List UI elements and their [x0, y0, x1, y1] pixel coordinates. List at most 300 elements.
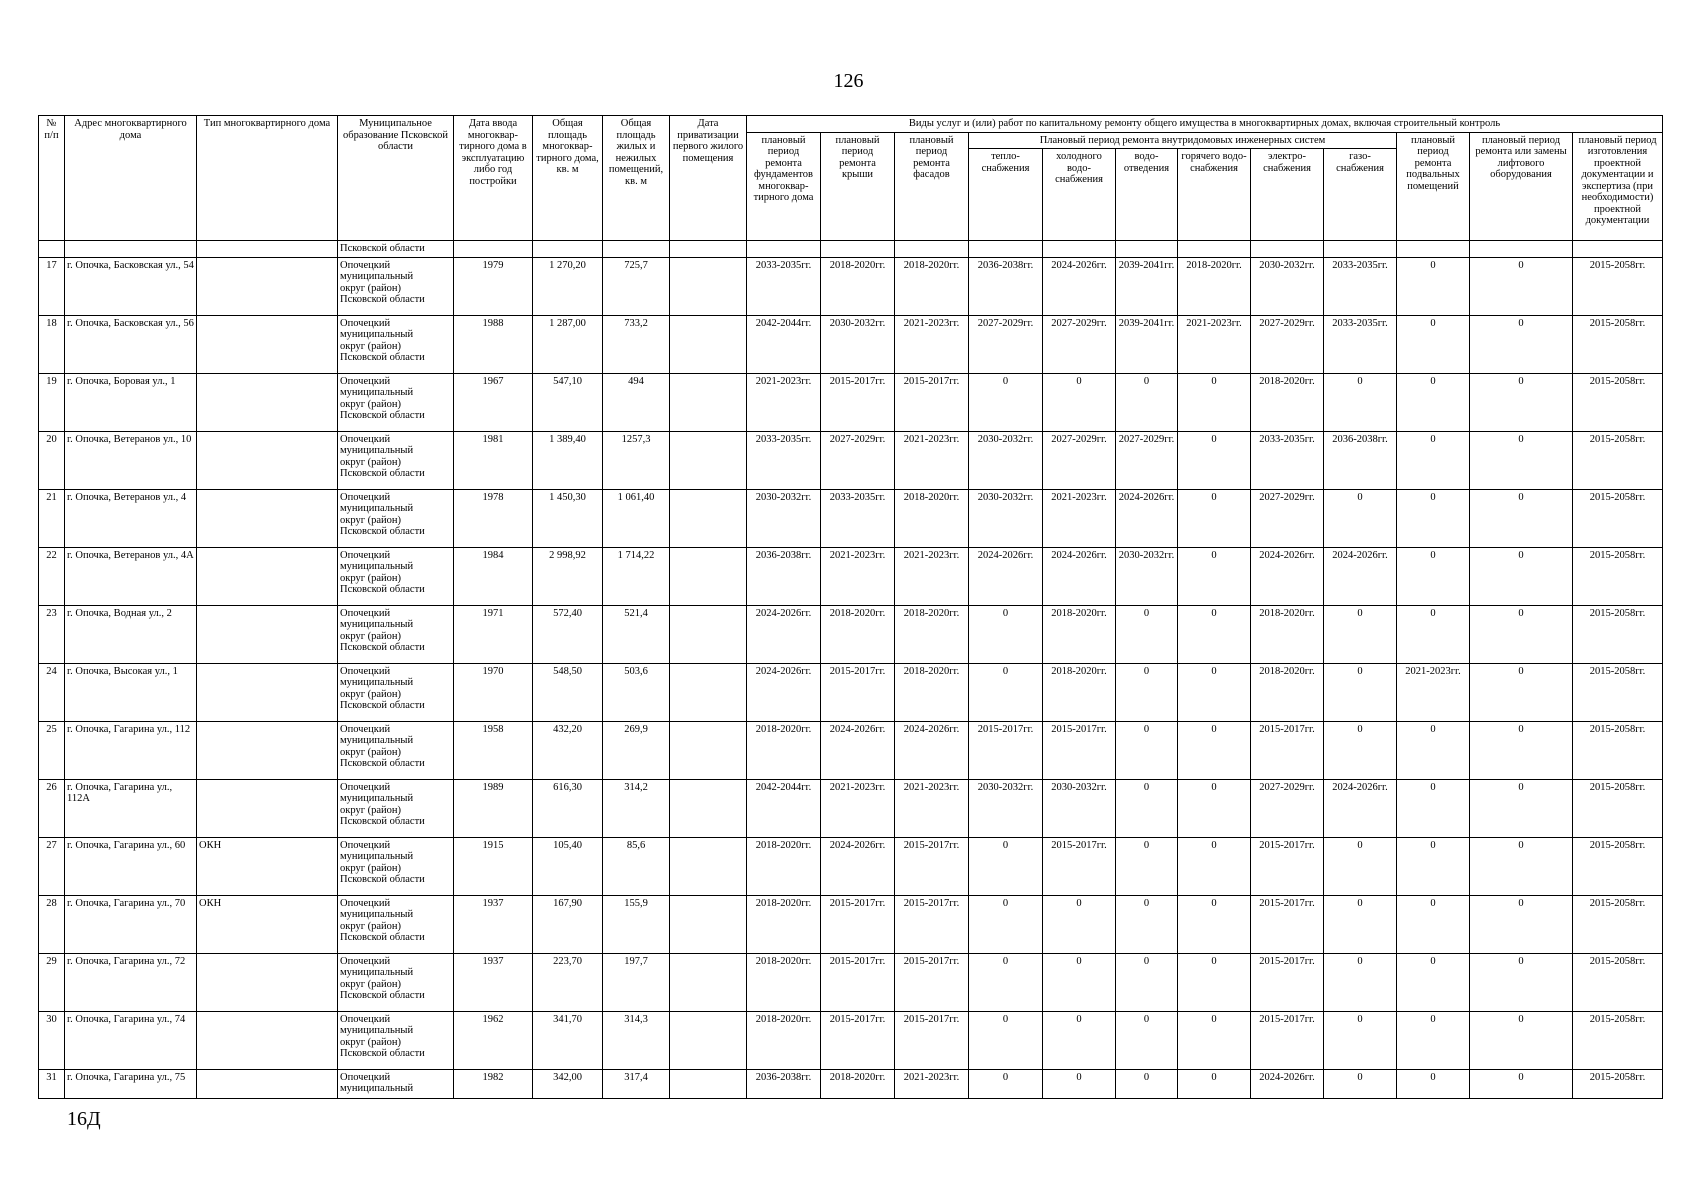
cell-n: 30 — [39, 1011, 65, 1069]
cell-living: 317,4 — [603, 1069, 670, 1098]
cell-elec: 2015-2017гг. — [1251, 837, 1324, 895]
cell-year: 1984 — [454, 547, 533, 605]
cell-total: 342,00 — [533, 1069, 603, 1098]
cell-mo — [338, 953, 454, 1011]
cell-elec: 2027-2029гг. — [1251, 315, 1324, 373]
cell-basement: 0 — [1397, 431, 1470, 489]
cell-lift: 0 — [1470, 721, 1573, 779]
cell-total: 432,20 — [533, 721, 603, 779]
cell-hot: 0 — [1178, 489, 1251, 547]
mo-line: Псковской области — [340, 584, 425, 595]
cell-address: г. Опочка, Басковская ул., 56 — [65, 315, 197, 373]
cell-elec: 2033-2035гг. — [1251, 431, 1324, 489]
cell-heat: 2024-2026гг. — [969, 547, 1043, 605]
cell-mo — [338, 605, 454, 663]
cell-found: 2036-2038гг. — [747, 1069, 821, 1098]
cell-roof: 2021-2023гг. — [821, 547, 895, 605]
cell-lift: 0 — [1470, 1011, 1573, 1069]
cell-lift: 0 — [1470, 779, 1573, 837]
cell-living: 1257,3 — [603, 431, 670, 489]
cell-project: 2015-2058гг. — [1573, 605, 1663, 663]
cell-cold: 2015-2017гг. — [1043, 721, 1116, 779]
cell-lift: 0 — [1470, 431, 1573, 489]
cell-sewer: 0 — [1116, 895, 1178, 953]
cell-found: 2030-2032гг. — [747, 489, 821, 547]
cell-total: 616,30 — [533, 779, 603, 837]
header-heat: тепло-снабжения — [969, 149, 1043, 241]
cell-total: 1 270,20 — [533, 257, 603, 315]
mo-line: округ (район) — [340, 630, 402, 642]
cell-mo — [338, 837, 454, 895]
cell-n: 23 — [39, 605, 65, 663]
cell-found: 2018-2020гг. — [747, 953, 821, 1011]
cell-project: 2015-2058гг. — [1573, 431, 1663, 489]
cell-found: 2018-2020гг. — [747, 837, 821, 895]
cell-privat — [670, 431, 747, 489]
cell-hot: 0 — [1178, 953, 1251, 1011]
cell-heat: 2030-2032гг. — [969, 431, 1043, 489]
cell-privat — [670, 953, 747, 1011]
mo-line: Опочецкий — [340, 955, 391, 967]
cell-mo — [338, 315, 454, 373]
cell-gas: 0 — [1324, 489, 1397, 547]
cell-n: 29 — [39, 953, 65, 1011]
cell-address: г. Опочка, Высокая ул., 1 — [65, 663, 197, 721]
cell-year: 1958 — [454, 721, 533, 779]
mo-line: муниципальный — [340, 909, 414, 920]
cell-heat: 0 — [969, 663, 1043, 721]
cell-elec: 2015-2017гг. — [1251, 721, 1324, 779]
cell-found: 2036-2038гг. — [747, 547, 821, 605]
cell-roof: 2033-2035гг. — [821, 489, 895, 547]
cell-living: 494 — [603, 373, 670, 431]
table-row — [39, 605, 1663, 663]
cell-elec: 2027-2029гг. — [1251, 779, 1324, 837]
mo-line: Опочецкий — [340, 839, 391, 851]
cell-n: 20 — [39, 431, 65, 489]
header-address: Адрес многоквартирного дома — [65, 116, 197, 241]
cell-year: 1971 — [454, 605, 533, 663]
table-row — [39, 489, 1663, 547]
cell-n: 19 — [39, 373, 65, 431]
cell-cold: 2027-2029гг. — [1043, 315, 1116, 373]
cell-address: г. Опочка, Ветеранов ул., 10 — [65, 431, 197, 489]
cell-type — [197, 953, 338, 1011]
mo-line: округ (район) — [340, 688, 402, 700]
cell-mo — [338, 663, 454, 721]
cell-hot: 0 — [1178, 431, 1251, 489]
cell-sewer: 0 — [1116, 605, 1178, 663]
mo-line: Опочецкий — [340, 781, 391, 793]
cell-privat — [670, 779, 747, 837]
cell-gas: 0 — [1324, 1011, 1397, 1069]
header-project: плановый период изготовления проектной документации и экспертиза (при необходимости) проектной документации — [1573, 132, 1663, 241]
cell-type — [197, 315, 338, 373]
cell-cold: 2030-2032гг. — [1043, 779, 1116, 837]
cell-address: г. Опочка, Гагарина ул., 70 — [65, 895, 197, 953]
cell-sewer: 2027-2029гг. — [1116, 431, 1178, 489]
cell-sewer: 2024-2026гг. — [1116, 489, 1178, 547]
cell-total: 1 389,40 — [533, 431, 603, 489]
cell-total: 223,70 — [533, 953, 603, 1011]
cell-elec: 2018-2020гг. — [1251, 663, 1324, 721]
cell-elec: 2027-2029гг. — [1251, 489, 1324, 547]
cell-address: г. Опочка, Ветеранов ул., 4 — [65, 489, 197, 547]
footer-mark: 16Д — [67, 1108, 101, 1130]
cell-sewer: 0 — [1116, 953, 1178, 1011]
cell-type: ОКН — [197, 837, 338, 895]
cell-mo — [338, 1069, 454, 1098]
cell-year: 1979 — [454, 257, 533, 315]
cell-roof: 2021-2023гг. — [821, 779, 895, 837]
cell-facade: 2015-2017гг. — [895, 837, 969, 895]
cell-address: г. Опочка, Ветеранов ул., 4А — [65, 547, 197, 605]
cell-living: 269,9 — [603, 721, 670, 779]
cell-lift: 0 — [1470, 547, 1573, 605]
cell-project: 2015-2058гг. — [1573, 547, 1663, 605]
cell-project: 2015-2058гг. — [1573, 779, 1663, 837]
cell-basement: 0 — [1397, 373, 1470, 431]
cell-type: ОКН — [197, 895, 338, 953]
cell-heat: 0 — [969, 605, 1043, 663]
cell-cold: 0 — [1043, 953, 1116, 1011]
cell-lift: 0 — [1470, 837, 1573, 895]
mo-line: Опочецкий — [340, 433, 391, 445]
cell-basement: 0 — [1397, 779, 1470, 837]
cell-project: 2015-2058гг. — [1573, 895, 1663, 953]
mo-line: Псковской области — [340, 700, 425, 711]
cell-total: 1 450,30 — [533, 489, 603, 547]
mo-line: муниципальный — [340, 445, 414, 456]
cell-cold: 2015-2017гг. — [1043, 837, 1116, 895]
cell-lift: 0 — [1470, 1069, 1573, 1098]
mo-line: муниципальный — [340, 677, 414, 688]
cell-cold: 2024-2026гг. — [1043, 547, 1116, 605]
header-found: плановый период ремонта фундаментов многоквар-тирного дома — [747, 132, 821, 241]
table-row — [39, 373, 1663, 431]
cell-n: 25 — [39, 721, 65, 779]
cell-total: 167,90 — [533, 895, 603, 953]
cell-found: 2018-2020гг. — [747, 895, 821, 953]
header-basement: плановый период ремонта подвальных помещений — [1397, 132, 1470, 241]
cell-living: 503,6 — [603, 663, 670, 721]
cell-gas: 0 — [1324, 721, 1397, 779]
mo-line: округ (район) — [340, 340, 402, 352]
cell-mo — [338, 489, 454, 547]
cell-privat — [670, 663, 747, 721]
mo-line: Псковской области — [340, 758, 425, 769]
cell-total: 105,40 — [533, 837, 603, 895]
cell-hot: 0 — [1178, 837, 1251, 895]
mo-line: округ (район) — [340, 920, 402, 932]
header-gas: газо-снабжения — [1324, 149, 1397, 241]
cell-elec: 2024-2026гг. — [1251, 1069, 1324, 1098]
mo-line: муниципальный — [340, 851, 414, 862]
cell-mo — [338, 257, 454, 315]
header-lift: плановый период ремонта или замены лифтового оборудования — [1470, 132, 1573, 241]
cell-cold: 2024-2026гг. — [1043, 257, 1116, 315]
cell-address: г. Опочка, Гагарина ул., 74 — [65, 1011, 197, 1069]
mo-line: округ (район) — [340, 398, 402, 410]
cell-privat — [670, 257, 747, 315]
cell-privat — [670, 547, 747, 605]
cell-cold: 2027-2029гг. — [1043, 431, 1116, 489]
cell-type — [197, 489, 338, 547]
page-number: 126 — [833, 70, 864, 92]
cell-sewer: 0 — [1116, 721, 1178, 779]
mo-line: Опочецкий — [340, 317, 391, 329]
cell-year: 1967 — [454, 373, 533, 431]
mo-line: округ (район) — [340, 1036, 402, 1048]
cell-elec: 2018-2020гг. — [1251, 373, 1324, 431]
cell-privat — [670, 721, 747, 779]
cell-basement: 0 — [1397, 721, 1470, 779]
mo-line: Псковской области — [340, 526, 425, 537]
cell-cold: 0 — [1043, 373, 1116, 431]
cell-year: 1978 — [454, 489, 533, 547]
mo-line: муниципальный — [340, 735, 414, 746]
cell-roof: 2018-2020гг. — [821, 257, 895, 315]
cell-privat — [670, 1011, 747, 1069]
mo-line: Опочецкий — [340, 897, 391, 909]
mo-line: Псковской области — [340, 990, 425, 1001]
cell-sewer: 0 — [1116, 373, 1178, 431]
mo-line: муниципальный — [340, 793, 414, 804]
header-type: Тип многоквартирного дома — [197, 116, 338, 241]
mo-line: муниципальный — [340, 561, 414, 572]
cell-mo — [338, 373, 454, 431]
cell-total: 341,70 — [533, 1011, 603, 1069]
cell-found: 2042-2044гг. — [747, 315, 821, 373]
cell-hot: 0 — [1178, 1011, 1251, 1069]
cell-year: 1988 — [454, 315, 533, 373]
header-works: Виды услуг и (или) работ по капитальному ремонту общего имущества в многоквартирных домах, включая строительный контроль — [747, 116, 1663, 133]
header-privat: Дата приватизации первого жилого помещения — [670, 116, 747, 241]
cell-elec: 2015-2017гг. — [1251, 953, 1324, 1011]
cell-gas: 0 — [1324, 953, 1397, 1011]
header-date-in: Дата ввода многоквар-тирного дома в эксплуатацию либо год постройки — [454, 116, 533, 241]
cell-found: 2024-2026гг. — [747, 605, 821, 663]
cell-cold: 0 — [1043, 1069, 1116, 1098]
mo-line: округ (район) — [340, 804, 402, 816]
cell-living: 1 061,40 — [603, 489, 670, 547]
cell-gas: 0 — [1324, 895, 1397, 953]
cell-type — [197, 779, 338, 837]
cell-sewer: 0 — [1116, 779, 1178, 837]
cell-year: 1962 — [454, 1011, 533, 1069]
cell-type — [197, 1069, 338, 1098]
table-row — [39, 953, 1663, 1011]
mo-line: Псковской области — [340, 410, 425, 421]
cell-facade: 2018-2020гг. — [895, 489, 969, 547]
cell-facade: 2015-2017гг. — [895, 895, 969, 953]
cell-roof: 2018-2020гг. — [821, 1069, 895, 1098]
mo-line: Опочецкий — [340, 1013, 391, 1025]
cell-found: 2018-2020гг. — [747, 721, 821, 779]
cell-basement: 0 — [1397, 315, 1470, 373]
cell-privat — [670, 837, 747, 895]
cell-facade: 2021-2023гг. — [895, 431, 969, 489]
cell-facade: 2021-2023гг. — [895, 547, 969, 605]
table-row — [39, 721, 1663, 779]
mo-line: муниципальный — [340, 1083, 414, 1094]
cell-elec: 2018-2020гг. — [1251, 605, 1324, 663]
continued-row — [39, 241, 1663, 258]
cell-project: 2015-2058гг. — [1573, 1011, 1663, 1069]
cell-hot: 2018-2020гг. — [1178, 257, 1251, 315]
cell-living: 725,7 — [603, 257, 670, 315]
cell-type — [197, 1011, 338, 1069]
cell-heat: 2030-2032гг. — [969, 489, 1043, 547]
cell-sewer: 2030-2032гг. — [1116, 547, 1178, 605]
cell-living: 314,2 — [603, 779, 670, 837]
cell-gas: 2033-2035гг. — [1324, 257, 1397, 315]
cell-heat: 0 — [969, 953, 1043, 1011]
cell-heat: 2036-2038гг. — [969, 257, 1043, 315]
cell-sewer: 0 — [1116, 663, 1178, 721]
cell-mo — [338, 1011, 454, 1069]
capital-repair-table — [38, 115, 1663, 1099]
cell-mo — [338, 779, 454, 837]
cell-n: 28 — [39, 895, 65, 953]
cell-address: г. Опочка, Водная ул., 2 — [65, 605, 197, 663]
cell-basement: 0 — [1397, 547, 1470, 605]
cell-gas: 0 — [1324, 663, 1397, 721]
cell-facade: 2015-2017гг. — [895, 953, 969, 1011]
mo-line: округ (район) — [340, 746, 402, 758]
cell-basement: 2021-2023гг. — [1397, 663, 1470, 721]
cell-roof: 2027-2029гг. — [821, 431, 895, 489]
mo-line: муниципальный — [340, 503, 414, 514]
table-row — [39, 547, 1663, 605]
cell-cold: 0 — [1043, 1011, 1116, 1069]
cell-cold: 0 — [1043, 895, 1116, 953]
cell-cold: 2018-2020гг. — [1043, 605, 1116, 663]
cell-type — [197, 663, 338, 721]
cell-project: 2015-2058гг. — [1573, 837, 1663, 895]
cell-gas: 2024-2026гг. — [1324, 779, 1397, 837]
cell-lift: 0 — [1470, 315, 1573, 373]
table-row — [39, 431, 1663, 489]
header-sewer: водо-отведения — [1116, 149, 1178, 241]
cell-project: 2015-2058гг. — [1573, 489, 1663, 547]
header-area-living: Общая площадь жилых и нежилых помещений, кв. м — [603, 116, 670, 241]
table-row — [39, 779, 1663, 837]
cell-lift: 0 — [1470, 663, 1573, 721]
mo-line: Опочецкий — [340, 259, 391, 271]
cell-found: 2021-2023гг. — [747, 373, 821, 431]
cell-cold: 2018-2020гг. — [1043, 663, 1116, 721]
cell-address: г. Опочка, Гагарина ул., 112А — [65, 779, 197, 837]
cell-roof: 2030-2032гг. — [821, 315, 895, 373]
cell-gas: 2033-2035гг. — [1324, 315, 1397, 373]
cell-gas: 0 — [1324, 373, 1397, 431]
cell-facade: 2018-2020гг. — [895, 257, 969, 315]
header-roof: плановый период ремонта крыши — [821, 132, 895, 241]
header-eng: Плановый период ремонта внутридомовых инженерных систем — [969, 132, 1397, 149]
cell-n: 17 — [39, 257, 65, 315]
cell-heat: 2030-2032гг. — [969, 779, 1043, 837]
mo-line: Опочецкий — [340, 549, 391, 561]
cell-roof: 2015-2017гг. — [821, 663, 895, 721]
cell-elec: 2015-2017гг. — [1251, 895, 1324, 953]
mo-line: округ (район) — [340, 572, 402, 584]
cell-basement: 0 — [1397, 1069, 1470, 1098]
cell-living: 314,3 — [603, 1011, 670, 1069]
cell-facade: 2021-2023гг. — [895, 1069, 969, 1098]
cell-hot: 0 — [1178, 779, 1251, 837]
mo-line: муниципальный — [340, 329, 414, 340]
cell-heat: 0 — [969, 1011, 1043, 1069]
cell-gas: 2024-2026гг. — [1324, 547, 1397, 605]
cell-basement: 0 — [1397, 837, 1470, 895]
cell-privat — [670, 1069, 747, 1098]
cell-privat — [670, 489, 747, 547]
mo-line: Опочецкий — [340, 491, 391, 503]
mo-line: муниципальный — [340, 387, 414, 398]
cell-living: 155,9 — [603, 895, 670, 953]
cell-year: 1915 — [454, 837, 533, 895]
cell-heat: 0 — [969, 837, 1043, 895]
cell-type — [197, 257, 338, 315]
cell-elec: 2015-2017гг. — [1251, 1011, 1324, 1069]
cell-privat — [670, 605, 747, 663]
cell-cold: 2021-2023гг. — [1043, 489, 1116, 547]
cell-address: г. Опочка, Гагарина ул., 112 — [65, 721, 197, 779]
cell-basement: 0 — [1397, 895, 1470, 953]
cell-hot: 0 — [1178, 895, 1251, 953]
cell-roof: 2015-2017гг. — [821, 373, 895, 431]
cell-living: 733,2 — [603, 315, 670, 373]
mo-line: Псковской области — [340, 874, 425, 885]
cell-living: 85,6 — [603, 837, 670, 895]
cell-address: г. Опочка, Гагарина ул., 72 — [65, 953, 197, 1011]
cell-n: 24 — [39, 663, 65, 721]
cell-facade: 2021-2023гг. — [895, 779, 969, 837]
mo-line: Опочецкий — [340, 375, 391, 387]
cell-project: 2015-2058гг. — [1573, 257, 1663, 315]
cell-hot: 0 — [1178, 373, 1251, 431]
header-hot: горячего водо-снабжения — [1178, 149, 1251, 241]
cell-mo — [338, 431, 454, 489]
table-row — [39, 315, 1663, 373]
mo-line: Опочецкий — [340, 665, 391, 677]
cell-roof: 2024-2026гг. — [821, 837, 895, 895]
cell-facade: 2018-2020гг. — [895, 663, 969, 721]
cell-total: 2 998,92 — [533, 547, 603, 605]
cell-roof: 2015-2017гг. — [821, 1011, 895, 1069]
cell-heat: 2015-2017гг. — [969, 721, 1043, 779]
cell-year: 1982 — [454, 1069, 533, 1098]
cell-project: 2015-2058гг. — [1573, 953, 1663, 1011]
cell-hot: 0 — [1178, 663, 1251, 721]
table-row — [39, 837, 1663, 895]
mo-line: Псковской области — [340, 932, 425, 943]
mo-line: округ (район) — [340, 978, 402, 990]
cell-heat: 0 — [969, 373, 1043, 431]
cell-hot: 0 — [1178, 1069, 1251, 1098]
cell-total: 572,40 — [533, 605, 603, 663]
mo-line: муниципальный — [340, 967, 414, 978]
cell-sewer: 2039-2041гг. — [1116, 257, 1178, 315]
cell-type — [197, 431, 338, 489]
mo-line: округ (район) — [340, 514, 402, 526]
header-num: № п/п — [39, 116, 65, 241]
cell-year: 1970 — [454, 663, 533, 721]
cell-project: 2015-2058гг. — [1573, 721, 1663, 779]
cell-n: 26 — [39, 779, 65, 837]
cell-basement: 0 — [1397, 489, 1470, 547]
